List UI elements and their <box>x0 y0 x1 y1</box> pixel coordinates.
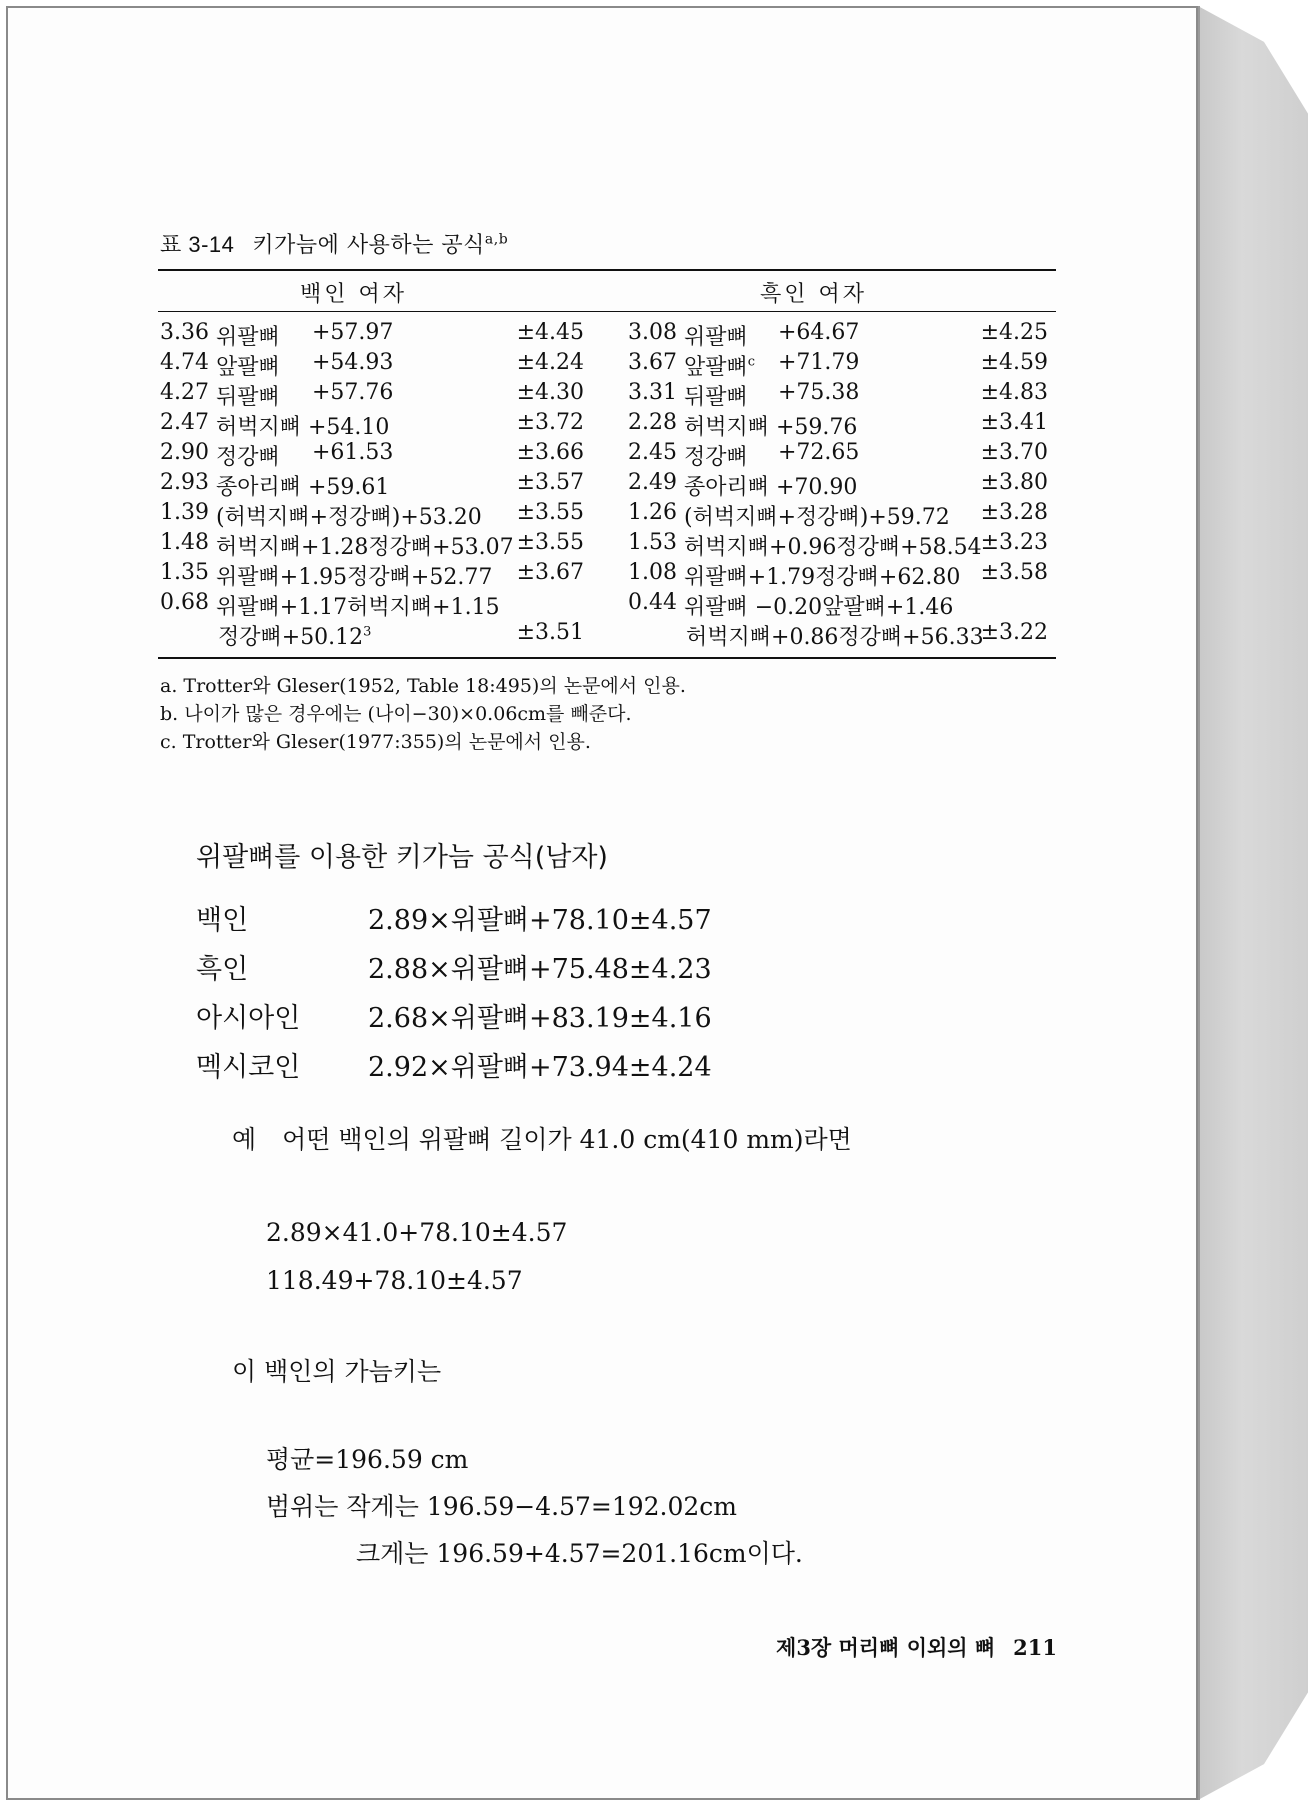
bone-cell: 위팔뼈 <box>684 325 748 350</box>
table-row <box>628 410 1056 440</box>
book-spine <box>1198 6 1308 1800</box>
constant-cell: +72.65 <box>778 440 860 465</box>
bone-cell: 위팔뼈 <box>216 325 280 350</box>
table-row <box>628 350 1056 380</box>
formula-row <box>196 947 712 996</box>
table-row <box>160 440 592 470</box>
coefficient-cell: 1.35 <box>160 560 209 585</box>
bone-cell: (허벅지뼈+정강뼈)+53.20 <box>216 505 482 530</box>
error-cell: ±4.59 <box>980 350 1048 375</box>
bone-cell: 종아리뼈 +70.90 <box>684 475 858 500</box>
constant-cell: +71.79 <box>778 350 860 375</box>
bone-cell: 뒤팔뼈 <box>684 385 748 410</box>
error-cell: ±3.22 <box>980 620 1048 645</box>
column-header-white-female: 백인 여자 <box>300 282 408 307</box>
coefficient-cell: 1.08 <box>628 560 677 585</box>
table-row <box>628 590 1056 620</box>
bone-cell: 뒤팔뼈 <box>216 385 280 410</box>
coefficient-cell: 3.36 <box>160 320 209 345</box>
coefficient-cell: 2.90 <box>160 440 209 465</box>
bone-cell <box>218 620 371 651</box>
table-row <box>628 560 1056 590</box>
constant-cell: +64.67 <box>778 320 860 345</box>
error-cell: ±4.24 <box>516 350 584 375</box>
formula-group-label: 백인 <box>196 905 249 936</box>
coefficient-cell: 1.39 <box>160 500 209 525</box>
bone-cell: 허벅지뼈+0.86정강뼈+56.33 <box>686 625 984 650</box>
error-cell: ±3.41 <box>980 410 1048 435</box>
error-cell: ±4.45 <box>516 320 584 345</box>
error-cell: ±4.83 <box>980 380 1048 405</box>
table-bottom-rule <box>158 657 1056 659</box>
formula-row <box>196 898 712 947</box>
bone-cell: 허벅지뼈+1.28정강뼈+53.07 <box>216 535 514 560</box>
footnote-c: c. Trotter와 Gleser(1977:355)의 논문에서 인용. <box>160 731 591 753</box>
coefficient-cell: 0.44 <box>628 590 677 615</box>
error-cell: ±3.23 <box>980 530 1048 555</box>
coefficient-cell: 1.26 <box>628 500 677 525</box>
humerus-formula-block <box>196 835 712 1094</box>
bone-cell <box>684 350 755 381</box>
result-range-lower: 범위는 작게는 196.59−4.57=192.02cm <box>266 1492 738 1521</box>
bone-cell: 허벅지뼈+0.96정강뼈+58.54 <box>684 535 982 560</box>
table-title-superscript: a,b <box>484 231 509 248</box>
formula-row <box>196 996 712 1045</box>
example-statement <box>232 1120 852 1156</box>
error-cell: ±3.51 <box>516 620 584 645</box>
error-cell: ±3.80 <box>980 470 1048 495</box>
result-mean: 평균=196.59 cm <box>266 1445 469 1474</box>
table-number: 표 3-14 <box>160 232 235 257</box>
result-range-upper: 크게는 196.59+4.57=201.16cm이다. <box>356 1539 803 1568</box>
table-row <box>628 470 1056 500</box>
coefficient-cell: 3.67 <box>628 350 677 375</box>
table-row <box>628 500 1056 530</box>
table-top-rule <box>158 269 1056 271</box>
constant-cell: +57.97 <box>312 320 394 345</box>
bone-cell: 앞팔뼈 <box>216 355 280 380</box>
bone-cell-text: 정강뼈+50.12 <box>218 625 364 650</box>
formula-expression: 2.88×위팔뼈+75.48±4.23 <box>368 954 712 985</box>
coefficient-cell: 2.49 <box>628 470 677 495</box>
coefficient-cell: 1.53 <box>628 530 677 555</box>
error-cell: ±3.55 <box>516 500 584 525</box>
bone-cell-superscript: c <box>747 354 756 370</box>
coefficient-cell: 4.74 <box>160 350 209 375</box>
bone-cell: 위팔뼈+1.17허벅지뼈+1.15 <box>216 595 500 620</box>
footnote-a: a. Trotter와 Gleser(1952, Table 18:495)의 논문에서 인용. <box>160 675 686 697</box>
table-rows-black-female <box>628 320 1056 650</box>
table-row <box>160 500 592 530</box>
coefficient-cell: 4.27 <box>160 380 209 405</box>
table-row <box>160 350 592 380</box>
bone-cell: 정강뼈 <box>684 445 748 470</box>
table-row <box>160 560 592 590</box>
error-cell: ±4.25 <box>980 320 1048 345</box>
error-cell: ±3.28 <box>980 500 1048 525</box>
page-number: 211 <box>1013 1635 1057 1660</box>
table-row <box>160 470 592 500</box>
error-cell: ±4.30 <box>516 380 584 405</box>
constant-cell: +57.76 <box>312 380 394 405</box>
table-footnotes <box>160 672 686 756</box>
bone-cell-superscript: 3 <box>363 624 372 640</box>
example-text: 어떤 백인의 위팔뼈 길이가 41.0 cm(410 mm)라면 <box>282 1125 852 1154</box>
coefficient-cell: 3.08 <box>628 320 677 345</box>
example-label: 예 <box>232 1125 257 1154</box>
table-caption <box>160 228 508 259</box>
coefficient-cell: 2.93 <box>160 470 209 495</box>
table-header-rule <box>158 311 1056 312</box>
table-rows-white-female <box>160 320 592 650</box>
bone-cell-text: 앞팔뼈 <box>684 355 748 380</box>
bone-cell: 허벅지뼈 +54.10 <box>216 415 390 440</box>
table-row <box>160 410 592 440</box>
bone-cell: 위팔뼈+1.95정강뼈+52.77 <box>216 565 493 590</box>
formula-group-label: 흑인 <box>196 954 249 985</box>
coefficient-cell: 2.45 <box>628 440 677 465</box>
table-row <box>628 620 1056 650</box>
error-cell: ±3.58 <box>980 560 1048 585</box>
table-row <box>160 320 592 350</box>
bone-cell: 종아리뼈 +59.61 <box>216 475 390 500</box>
error-cell: ±3.70 <box>980 440 1048 465</box>
page-footer <box>776 1632 1057 1662</box>
formula-title: 위팔뼈를 이용한 키가늠 공식(남자) <box>196 842 608 873</box>
formula-expression: 2.68×위팔뼈+83.19±4.16 <box>368 1003 712 1034</box>
table-row <box>160 530 592 560</box>
table-row <box>628 530 1056 560</box>
bone-cell: 위팔뼈 −0.20앞팔뼈+1.46 <box>684 595 954 620</box>
table-row <box>628 320 1056 350</box>
table-row <box>628 380 1056 410</box>
formula-expression: 2.89×위팔뼈+78.10±4.57 <box>368 905 712 936</box>
formula-group-label: 아시아인 <box>196 1003 301 1034</box>
error-cell: ±3.57 <box>516 470 584 495</box>
calculation-line-2: 118.49+78.10±4.57 <box>266 1266 523 1295</box>
coefficient-cell: 0.68 <box>160 590 209 615</box>
formula-group-label: 멕시코인 <box>196 1052 301 1083</box>
bone-cell: 정강뼈 <box>216 445 280 470</box>
coefficient-cell: 2.28 <box>628 410 677 435</box>
coefficient-cell: 1.48 <box>160 530 209 555</box>
error-cell: ±3.72 <box>516 410 584 435</box>
error-cell: ±3.66 <box>516 440 584 465</box>
chapter-title: 제3장 머리뼈 이외의 뼈 <box>776 1635 996 1660</box>
bone-cell: 허벅지뼈 +59.76 <box>684 415 858 440</box>
constant-cell: +61.53 <box>312 440 394 465</box>
coefficient-cell: 3.31 <box>628 380 677 405</box>
formula-row <box>196 1045 712 1094</box>
formula-expression: 2.92×위팔뼈+73.94±4.24 <box>368 1052 712 1083</box>
bone-cell: 위팔뼈+1.79정강뼈+62.80 <box>684 565 961 590</box>
result-intro: 이 백인의 가늠키는 <box>232 1357 442 1386</box>
error-cell: ±3.67 <box>516 560 584 585</box>
calculation-line-1: 2.89×41.0+78.10±4.57 <box>266 1218 568 1247</box>
column-header-black-female: 흑인 여자 <box>760 282 868 307</box>
footnote-b: b. 나이가 많은 경우에는 (나이−30)×0.06cm를 빼준다. <box>160 703 632 725</box>
table-row <box>160 590 592 620</box>
table-row <box>628 440 1056 470</box>
constant-cell: +54.93 <box>312 350 394 375</box>
coefficient-cell: 2.47 <box>160 410 209 435</box>
table-row <box>160 620 592 650</box>
table-title: 키가늠에 사용하는 공식 <box>252 233 485 258</box>
bone-cell: (허벅지뼈+정강뼈)+59.72 <box>684 505 950 530</box>
error-cell: ±3.55 <box>516 530 584 555</box>
table-row <box>160 380 592 410</box>
constant-cell: +75.38 <box>778 380 860 405</box>
